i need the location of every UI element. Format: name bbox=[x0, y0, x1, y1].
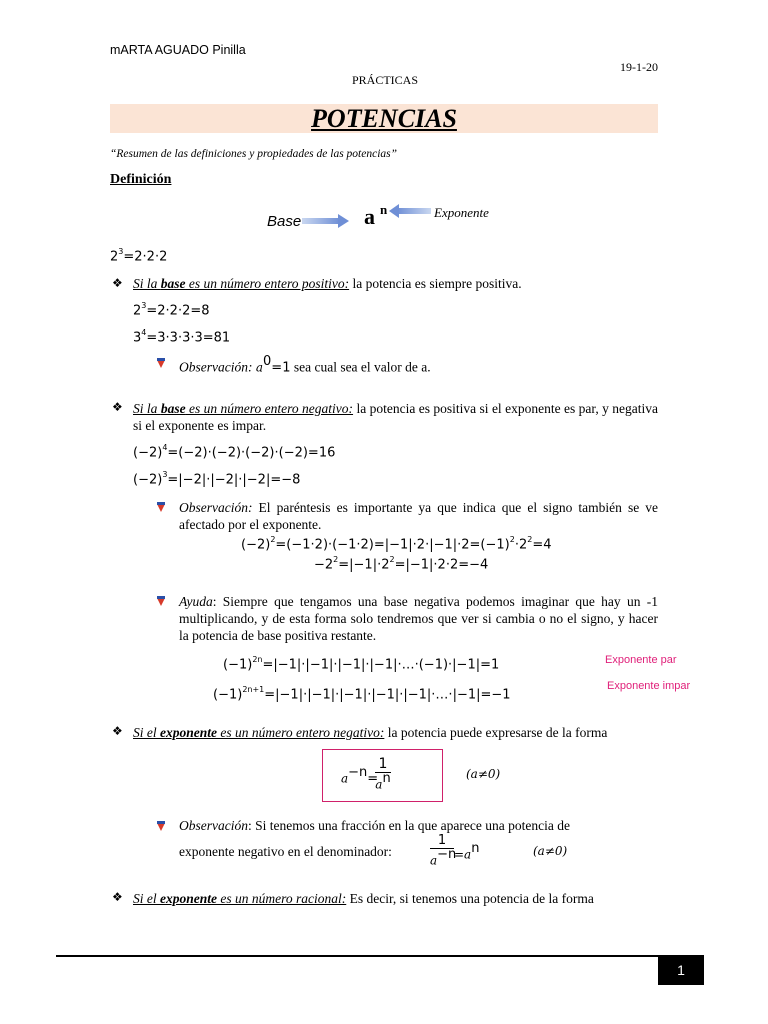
s3-observacion-line1: Observación: Si tenemos una fracción en la que aparece una potencia de bbox=[179, 818, 570, 833]
diamond-bullet-icon: ❖ bbox=[112, 276, 123, 290]
definicion-heading: Definición bbox=[110, 172, 172, 187]
arrow-bullet-icon bbox=[157, 819, 165, 835]
example-definition: $2^3=2\cdot 2\cdot 2$ bbox=[110, 247, 168, 265]
note-exponente-par: Exponente par bbox=[605, 654, 677, 666]
s2-ayuda: Ayuda: Siempre que tengamos una base negativa podemos imaginar que hay un -1 multiplicando, y de esta forma solo tendremos que ver si cambia o no el signo, y hacer la potencia de base positiva restante. bbox=[179, 594, 658, 643]
condition-a-nonzero-2: (a≠0) bbox=[533, 844, 568, 858]
page-number: 1 bbox=[658, 955, 704, 985]
s1-eq2: $3^4=3\cdot 3\cdot 3\cdot 3=81$ bbox=[133, 328, 231, 346]
box-fraction: 1 $a^n$ bbox=[375, 756, 391, 792]
s2-ayuda-eq2: $(-1)^{2n+1}=|-1|\cdot|-1|\cdot|-1|\cdot|-1|\cdot|-1|\cdot\dots\cdot|-1|=-1$ bbox=[213, 685, 511, 703]
s2-observacion: Observación: El paréntesis es importante ya que indica que el signo también se ve afectado por el exponente. bbox=[179, 500, 658, 532]
note-exponente-impar: Exponente impar bbox=[607, 680, 691, 692]
s2-obs-eq1: $(-2)^2=(-1\cdot 2)\cdot(-1\cdot 2)=|-1|\cdot 2\cdot|-1|\cdot 2=(-1)^2\cdot 2^2=4$ bbox=[241, 535, 552, 553]
exponente-label: Exponente bbox=[434, 205, 489, 220]
arrow-bullet-icon bbox=[157, 500, 165, 516]
s1-observacion: Observación: $a^0=1$ sea cual sea el valor de a. bbox=[179, 354, 431, 376]
section-label: PRÁCTICAS bbox=[352, 73, 419, 87]
diamond-bullet-icon: ❖ bbox=[112, 724, 123, 738]
base-label: Base bbox=[267, 213, 302, 230]
subtitle: “Resumen de las definiciones y propiedades de las potencias” bbox=[110, 148, 398, 160]
arrow-to-exponent-icon bbox=[389, 204, 431, 218]
obs-fraction-result: $=a^n$ bbox=[454, 841, 480, 862]
s1-statement: Si la base es un número entero positivo: la potencia es siempre positiva. bbox=[133, 276, 522, 291]
power-a: a bbox=[364, 204, 375, 229]
obs-fraction: 1 $a^{-n}$ bbox=[430, 833, 457, 868]
s2-ayuda-eq1: $(-1)^{2n}=|-1|\cdot|-1|\cdot|-1|\cdot|-1|\cdot\dots\cdot(-1)\cdot|-1|=1$ bbox=[223, 655, 500, 673]
diamond-bullet-icon: ❖ bbox=[112, 890, 123, 904]
diamond-bullet-icon: ❖ bbox=[112, 400, 123, 414]
s2-obs-eq2: $-2^2=|-1|\cdot 2^2=|-1|\cdot 2\cdot 2=-4$ bbox=[314, 555, 489, 573]
s2-eq1: $(-2)^4=(-2)\cdot(-2)\cdot(-2)\cdot(-2)=16$ bbox=[133, 443, 336, 461]
arrow-bullet-icon bbox=[157, 356, 165, 372]
footer-rule bbox=[56, 955, 704, 957]
power-n: n bbox=[380, 202, 388, 217]
s3-statement: Si el exponente es un número entero negativo: la potencia puede expresarse de la forma bbox=[133, 725, 608, 740]
date: 19-1-20 bbox=[620, 60, 658, 74]
condition-a-nonzero: (a≠0) bbox=[466, 767, 501, 781]
s3-observacion-line2: exponente negativo en el denominador: bbox=[179, 844, 392, 859]
s2-eq2: $(-2)^3=|-2|\cdot|-2|\cdot|-2|=-8$ bbox=[133, 470, 301, 488]
arrow-to-base-icon bbox=[302, 213, 350, 229]
arrow-bullet-icon bbox=[157, 594, 165, 610]
page-title: POTENCIAS bbox=[311, 104, 457, 133]
s2-statement: Si la base es un número entero negativo: la potencia es positiva si el exponente es par, y negativa si el exponente es impar. bbox=[133, 401, 658, 433]
box-lhs: $a^{-n}=$ bbox=[341, 765, 379, 787]
s1-eq1: $2^3=2\cdot 2\cdot 2=8$ bbox=[133, 301, 210, 319]
author-name: mARTA AGUADO Pinilla bbox=[110, 43, 246, 57]
s4-statement: Si el exponente es un número racional: Es decir, si tenemos una potencia de la forma bbox=[133, 891, 594, 906]
